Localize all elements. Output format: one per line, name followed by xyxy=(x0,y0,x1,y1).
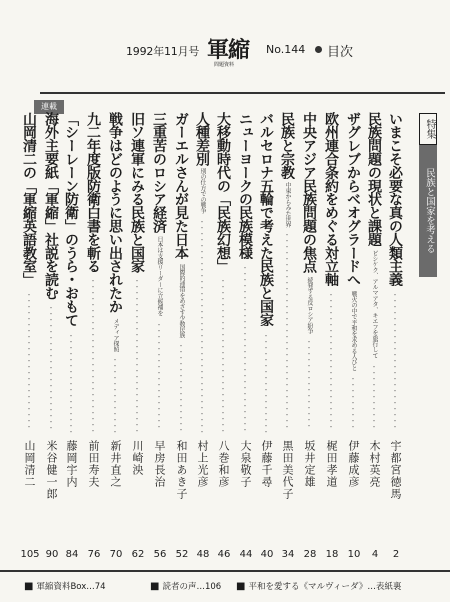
page-number: 28 xyxy=(303,549,317,560)
article-title: 旧ソ連軍にみる民族と国家 xyxy=(129,112,145,273)
page-number: 70 xyxy=(109,549,123,560)
footer xyxy=(0,570,450,602)
toc-heading: 目次 xyxy=(327,45,354,60)
article-title: 戦争はどのように思い出されたか xyxy=(107,112,123,314)
page-number: 2 xyxy=(392,549,400,560)
page-number: 56 xyxy=(153,549,167,560)
footer-item: ■ 読者の声…106 xyxy=(150,581,222,592)
magazine-subtitle: 問題資料 xyxy=(214,62,235,68)
leader-dots: ・・・・・・・・・・・・・・・・・・・・・・・・・・・・・・・・・・・・ xyxy=(198,217,206,434)
article-annotation: ビシケク、アルマアタ、キエフを旅行して xyxy=(371,250,378,359)
page-number: 10 xyxy=(347,549,361,560)
leader-dots: ・・・・・・・・・・・・・・・・・・・・・・・ xyxy=(327,290,335,429)
article-author: 坂井定雄 xyxy=(303,440,316,488)
article-title: 九二年度版防衛白書を斬る xyxy=(85,112,101,273)
article-title: ザグレブからベオグラードへ xyxy=(345,112,361,287)
page-number: 18 xyxy=(325,549,339,560)
article-author: 藤岡宇内 xyxy=(65,440,78,488)
article-author: 伊藤千尋 xyxy=(260,440,273,488)
article-author: 梶田孝道 xyxy=(325,440,338,488)
article-title: 人種差別 xyxy=(194,112,210,166)
feature-label: 特集 xyxy=(419,113,437,145)
article-annotation: 続発する反ロシア紛争 xyxy=(306,277,313,335)
leader-dots: ・・・・・・・・・・・・・・・・・・・・・・・・・・・・・・・・・ xyxy=(283,231,291,430)
article-author: 和田あき子 xyxy=(175,440,188,500)
leader-dots: ・・・・・・・・・・・・・・・・・・・・・・・・・・ xyxy=(133,277,141,434)
leader-dots: ・・・・・・・・・・・・・・・ xyxy=(305,338,313,429)
square-bullet-icon: ■ xyxy=(24,581,34,592)
article-author: 川崎泱 xyxy=(131,440,144,476)
square-bullet-icon: ■ xyxy=(150,581,160,592)
footer-item: ■ 軍縮資料Box…74 xyxy=(24,581,106,592)
page-number: 48 xyxy=(196,549,210,560)
square-bullet-icon: ■ xyxy=(236,581,246,592)
leader-dots: ・・・・・・・・・・・・・ xyxy=(111,355,119,434)
page-number: 46 xyxy=(217,549,231,560)
leader-dots: ・・・・・・・・・ xyxy=(349,375,357,429)
page-number: 52 xyxy=(175,549,189,560)
page-number: 62 xyxy=(131,549,145,560)
article-annotation: 戦火の中で平和を求める人びと xyxy=(350,290,357,371)
article-author: 山岡清二 xyxy=(23,440,36,488)
page-number: 4 xyxy=(371,549,379,560)
article-title: 三重苦のロシア経済 xyxy=(151,112,167,233)
leader-dots: ・・・・・・・・・・・・・・・・・ xyxy=(67,331,75,434)
article-author: 米谷健一郎 xyxy=(45,440,58,500)
footer-item: ■ 平和を愛する《マルヴィーダ》…表紙裏 xyxy=(236,581,402,592)
article-title: バルセロナ五輪で考えた民族と国家 xyxy=(258,112,274,327)
article-annotation: 中東からみた世界 xyxy=(284,182,291,228)
masthead xyxy=(0,0,450,96)
page-number: 44 xyxy=(239,549,253,560)
header-rule xyxy=(40,92,445,94)
article-title: 中央アジア民族問題の焦点 xyxy=(301,112,317,273)
article-author: 前田寿夫 xyxy=(87,440,100,488)
article-title: 山岡清二の「軍縮英語教室」 xyxy=(21,112,37,287)
article-author: 宇都宮徳馬 xyxy=(389,440,402,500)
article-annotation: 国際的連帯をめざす少数民族 xyxy=(178,263,185,338)
feature-theme: 民族と国家を考える xyxy=(419,145,437,277)
page-number: 34 xyxy=(281,549,295,560)
article-annotation: メディア探照 xyxy=(112,318,119,353)
page-number: 76 xyxy=(87,549,101,560)
issue-number: No.144 xyxy=(266,43,306,56)
page-number: 84 xyxy=(65,549,79,560)
leader-dots: ・・・・・・・・・・・・・・・・・・・・・・・・・・ xyxy=(89,277,97,434)
article-author: 黒田美代子 xyxy=(281,440,294,500)
leader-dots: ・・・・・・・・・・・・・・・・・ xyxy=(262,331,270,434)
issue-date: 1992年11月号 xyxy=(126,45,200,58)
page-number: 90 xyxy=(45,549,59,560)
article-title: 「シーレーン防衛」のうら・おもて xyxy=(63,112,79,327)
article-title: 欧州連合条約をめぐる対立軸 xyxy=(323,112,339,287)
leader-dots: ・・・・・・・・・・・・・・・・・・・・・・・・・・ xyxy=(219,277,227,434)
article-annotation: 日本は支援リーダーに立候補を xyxy=(156,236,163,317)
article-title: 大移動時代の「民族幻想」 xyxy=(215,112,231,273)
article-title: 民族問題の現状と課題 xyxy=(366,112,382,247)
leader-dots: ・・・・・・・・・・・・・・・ xyxy=(177,342,185,432)
leader-dots: ・・・・・・・・・・・・・・・・・・・・・ xyxy=(47,304,55,431)
article-title: いまこそ必要な真の人類主義 xyxy=(387,112,403,287)
magazine-title: 軍縮 xyxy=(207,38,250,63)
leader-dots: ・・・・・・・・・・・・・・・・・・・・・・・・・・・・ xyxy=(241,263,249,432)
leader-dots: ・・・・・・・・・・・ xyxy=(370,363,378,430)
article-author: 大泉敬子 xyxy=(239,440,252,488)
article-title: 海外主要紙「軍縮」社説を読む xyxy=(43,112,59,300)
article-annotation: 別の仕方での戦争 xyxy=(199,168,206,214)
article-author: 村上光彦 xyxy=(196,440,209,488)
article-title: 民族と宗教 xyxy=(279,112,295,180)
page-number: 40 xyxy=(260,549,274,560)
article-author: 木村英亮 xyxy=(368,440,381,488)
article-author: 新井直之 xyxy=(109,440,122,488)
page-number: 105 xyxy=(20,549,40,560)
article-author: 伊藤成彦 xyxy=(347,440,360,488)
article-author: 早房長治 xyxy=(153,440,166,488)
leader-dots: ・・・・・・・・・・・・・・・・・・・・・・・ xyxy=(391,290,399,429)
article-title: ニューヨークの民族模様 xyxy=(237,112,253,260)
leader-dots: ・・・・・・・・・・・・・・・・・・・・・・・ xyxy=(25,290,33,429)
article-author: 八巻和彦 xyxy=(217,440,230,488)
leader-dots: ・・・・・・・・・・・・・・・・・・ xyxy=(155,320,163,429)
bullet-icon xyxy=(315,46,322,53)
serial-label: 連載 xyxy=(34,100,64,114)
article-title: ガーエルさんが見た日本 xyxy=(173,112,189,260)
